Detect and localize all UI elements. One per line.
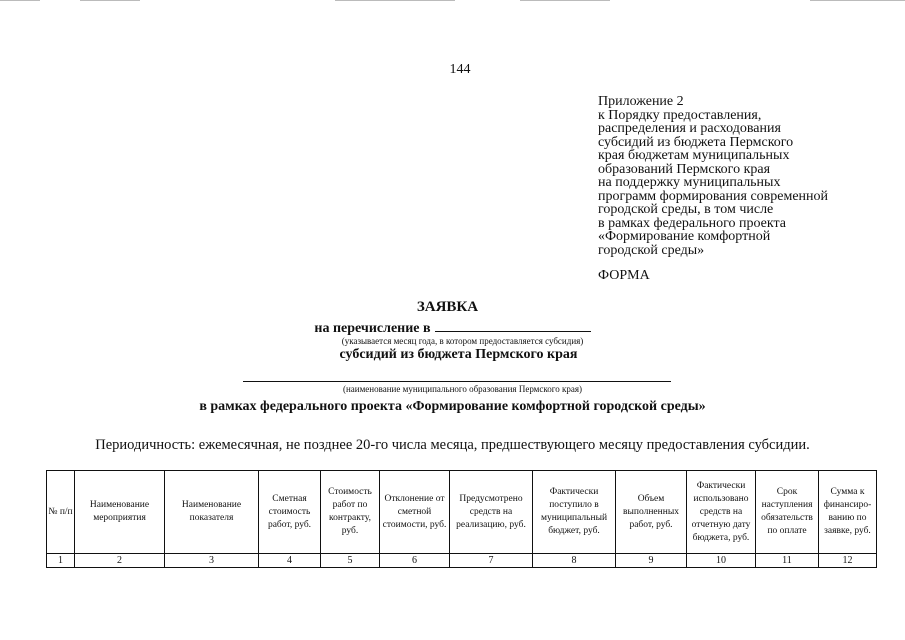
top-rule-right <box>520 0 610 1</box>
header-cell: Наименование показателя <box>165 471 259 554</box>
periodicity-text: Периодичность: ежемесячная, не позднее 20-го числа месяца, предшествующего месяцу предоставления субсидии. <box>95 437 810 453</box>
top-rule-center <box>335 0 455 1</box>
number-cell: 10 <box>687 554 756 568</box>
annex-line: к Порядку предоставления, <box>598 107 762 123</box>
header-cell: Фактически поступило в муниципальный бюджет, руб. <box>533 471 616 554</box>
annex-line: образований Пермского края <box>598 161 771 177</box>
subsidy-line: субсидий из бюджета Пермского края <box>339 347 578 362</box>
number-cell: 8 <box>533 554 616 568</box>
annex-line: городской среды» <box>598 242 705 258</box>
form-label: ФОРМА <box>598 268 650 283</box>
municipality-hint: (наименование муниципального образования Пермского края) <box>342 384 583 394</box>
number-cell: 3 <box>165 554 259 568</box>
header-cell: Сметная стоимость работ, руб. <box>259 471 321 554</box>
annex-line: на поддержку муниципальных <box>598 175 781 190</box>
header-cell: Отклонение от сметной стоимости, руб. <box>380 471 450 554</box>
number-cell: 5 <box>321 554 380 568</box>
transfer-hint: (указывается месяц года, в котором предоставляется субсидия) <box>341 336 584 346</box>
top-rule-left <box>0 0 40 1</box>
annex-line: городской среды, в том числе <box>598 202 774 217</box>
number-cell: 7 <box>450 554 533 568</box>
number-cell: 11 <box>756 554 819 568</box>
table-header-row <box>47 471 877 554</box>
annex-line: распределения и расходования <box>598 121 781 136</box>
header-cell: Сумма к финансиро-ванию по заявке, руб. <box>819 471 877 554</box>
header-cell: № п/п <box>47 471 75 554</box>
transfer-text: на перечисление в <box>314 321 431 336</box>
header-cell: Предусмотрено средств на реализацию, руб. <box>450 471 533 554</box>
transfer-line <box>0 319 905 337</box>
project-line: в рамках федерального проекта «Формирование комфортной городской среды» <box>199 399 706 414</box>
header-cell: Срок наступления обязательств по оплате <box>756 471 819 554</box>
number-cell: 2 <box>75 554 165 568</box>
number-cell: 1 <box>47 554 75 568</box>
top-rule-mid <box>80 0 140 1</box>
annex-line: программ формирования современной <box>598 188 829 204</box>
top-rule-far-right <box>810 0 905 1</box>
annex-line: «Формирование комфортной <box>598 229 771 244</box>
annex-line: в рамках федерального проекта <box>598 215 787 231</box>
annex-line: края бюджетам муниципальных <box>598 148 790 163</box>
number-cell: 4 <box>259 554 321 568</box>
table-row <box>47 554 877 568</box>
number-cell: 9 <box>616 554 687 568</box>
header-cell: Фактически использовано средств на отчетную дату бюджета, руб. <box>687 471 756 554</box>
number-cell: 12 <box>819 554 877 568</box>
annex-line: субсидий из бюджета Пермского <box>598 134 794 150</box>
page-number: 144 <box>449 62 471 77</box>
header-cell: Стоимость работ по контракту, руб. <box>321 471 380 554</box>
annex-block <box>598 95 898 257</box>
document-title: ЗАЯВКА <box>416 299 479 315</box>
number-cell: 6 <box>380 554 450 568</box>
header-cell: Объем выполненных работ, руб. <box>616 471 687 554</box>
municipality-blank-field[interactable] <box>243 381 671 382</box>
month-blank-field[interactable] <box>435 319 591 332</box>
header-cell: Наименование мероприятия <box>75 471 165 554</box>
request-table <box>46 470 877 568</box>
annex-line: Приложение 2 <box>598 94 684 109</box>
